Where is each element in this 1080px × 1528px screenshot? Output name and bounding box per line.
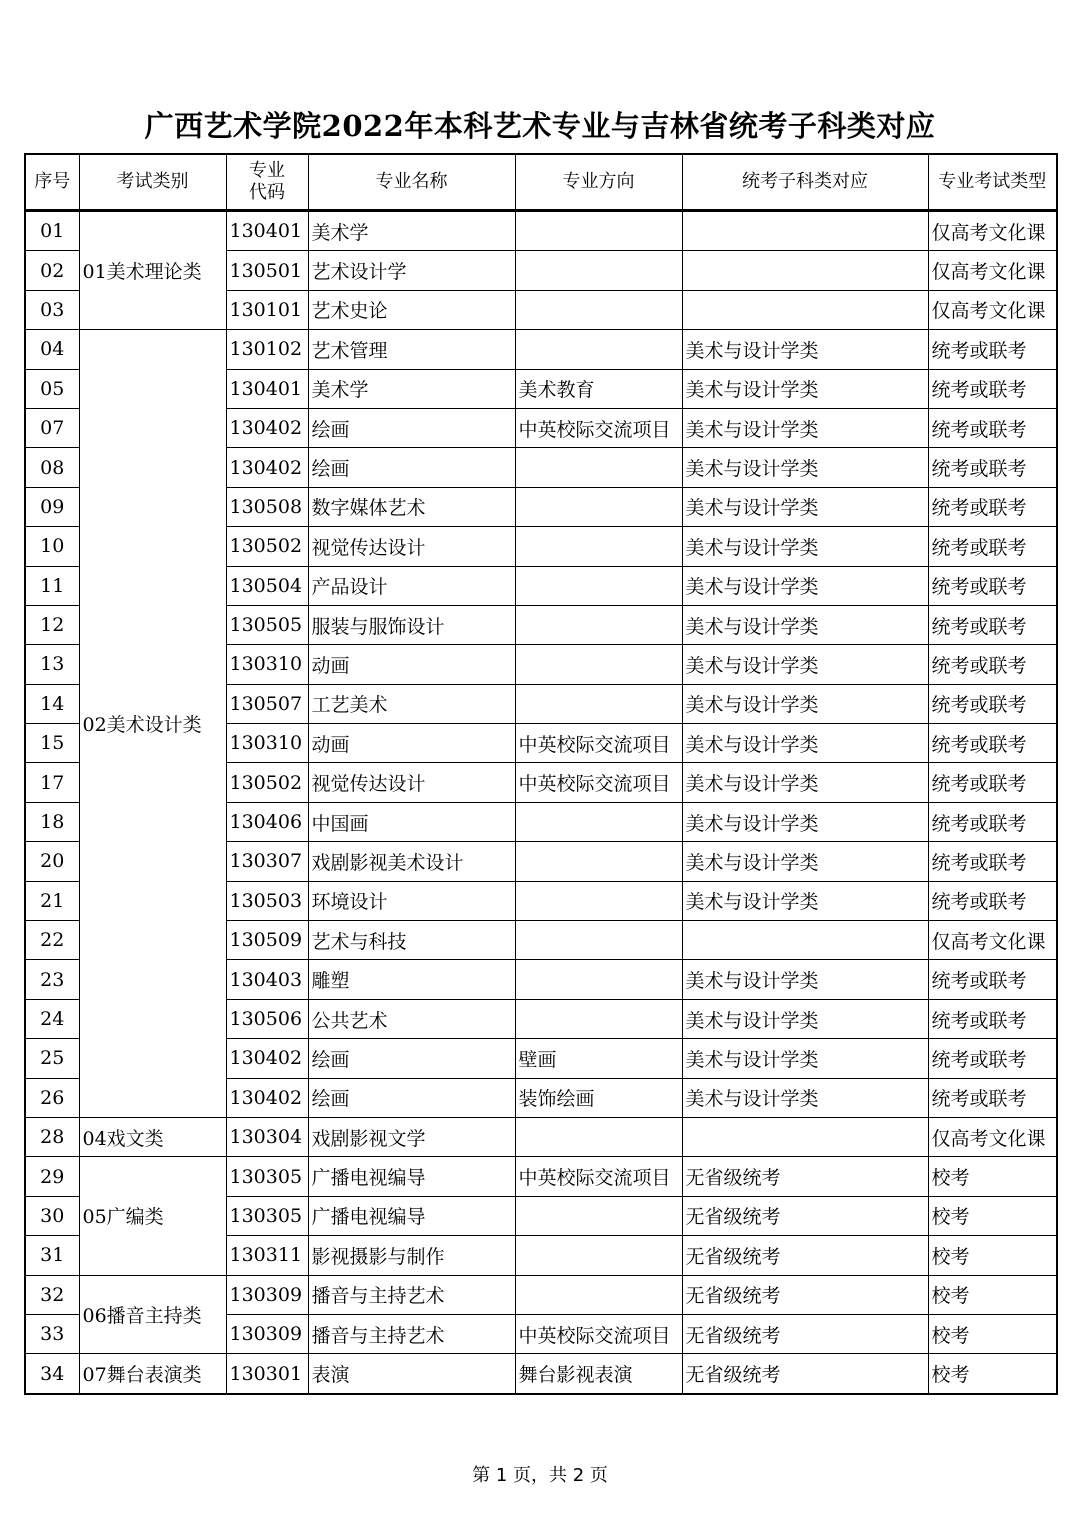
cell-seq: 11 <box>25 566 79 605</box>
cell-code: 130402 <box>226 1039 308 1078</box>
cell-name: 艺术史论 <box>308 290 515 329</box>
cell-direction <box>515 645 682 684</box>
cell-subject: 美术与设计学类 <box>682 881 928 920</box>
cell-direction <box>515 1196 682 1235</box>
cell-type: 统考或联考 <box>928 605 1057 644</box>
cell-seq: 02 <box>25 251 79 290</box>
cell-direction: 中英校际交流项目 <box>515 724 682 763</box>
cell-seq: 12 <box>25 605 79 644</box>
cell-name: 雕塑 <box>308 960 515 999</box>
cell-seq: 10 <box>25 527 79 566</box>
table-row <box>25 211 1057 251</box>
cell-name: 播音与主持艺术 <box>308 1314 515 1353</box>
cell-code: 130101 <box>226 290 308 329</box>
cell-direction <box>515 842 682 881</box>
cell-subject <box>682 251 928 290</box>
cell-name: 产品设计 <box>308 566 515 605</box>
cell-code: 130401 <box>226 369 308 408</box>
cell-subject <box>682 921 928 960</box>
cell-type: 仅高考文化课 <box>928 251 1057 290</box>
cell-name: 服装与服饰设计 <box>308 605 515 644</box>
cell-seq: 07 <box>25 408 79 447</box>
cell-direction <box>515 1236 682 1275</box>
cell-name: 影视摄影与制作 <box>308 1236 515 1275</box>
cell-seq: 21 <box>25 881 79 920</box>
cell-seq: 01 <box>25 211 79 251</box>
cell-type: 统考或联考 <box>928 1078 1057 1117</box>
header-direction: 专业方向 <box>515 154 682 211</box>
cell-subject: 无省级统考 <box>682 1196 928 1235</box>
cell-direction <box>515 921 682 960</box>
header-subject: 统考子科类对应 <box>682 154 928 211</box>
header-row <box>25 154 1057 211</box>
cell-seq: 31 <box>25 1236 79 1275</box>
cell-direction: 中英校际交流项目 <box>515 1157 682 1196</box>
cell-type: 统考或联考 <box>928 763 1057 802</box>
cell-seq: 17 <box>25 763 79 802</box>
cell-type: 仅高考文化课 <box>928 211 1057 251</box>
cell-name: 广播电视编导 <box>308 1157 515 1196</box>
cell-type: 统考或联考 <box>928 330 1057 369</box>
cell-subject: 美术与设计学类 <box>682 763 928 802</box>
cell-subject: 美术与设计学类 <box>682 684 928 723</box>
cell-code: 130506 <box>226 999 308 1038</box>
cell-seq: 29 <box>25 1157 79 1196</box>
cell-direction <box>515 330 682 369</box>
cell-direction <box>515 881 682 920</box>
cell-type: 校考 <box>928 1236 1057 1275</box>
cell-seq: 26 <box>25 1078 79 1117</box>
header-seq: 序号 <box>25 154 79 211</box>
cell-direction: 美术教育 <box>515 369 682 408</box>
cell-type: 统考或联考 <box>928 802 1057 841</box>
cell-type: 仅高考文化课 <box>928 921 1057 960</box>
header-code-line2: 代码 <box>249 182 285 203</box>
cell-direction <box>515 1117 682 1156</box>
cell-code: 130301 <box>226 1354 308 1394</box>
cell-name: 戏剧影视文学 <box>308 1117 515 1156</box>
cell-type: 统考或联考 <box>928 842 1057 881</box>
cell-type: 仅高考文化课 <box>928 1117 1057 1156</box>
header-type: 专业考试类型 <box>928 154 1057 211</box>
table-body <box>25 211 1057 1394</box>
cell-name: 表演 <box>308 1354 515 1394</box>
cell-subject: 无省级统考 <box>682 1354 928 1394</box>
cell-name: 绘画 <box>308 1078 515 1117</box>
cell-name: 播音与主持艺术 <box>308 1275 515 1314</box>
cell-type: 仅高考文化课 <box>928 290 1057 329</box>
cell-seq: 20 <box>25 842 79 881</box>
cell-subject: 无省级统考 <box>682 1157 928 1196</box>
cell-name: 艺术与科技 <box>308 921 515 960</box>
cell-direction <box>515 290 682 329</box>
cell-type: 校考 <box>928 1354 1057 1394</box>
cell-code: 130402 <box>226 408 308 447</box>
cell-type: 校考 <box>928 1196 1057 1235</box>
cell-subject: 无省级统考 <box>682 1236 928 1275</box>
document-title: 广西艺术学院2022年本科艺术专业与吉林省统考子科类对应 <box>144 109 936 143</box>
cell-subject: 美术与设计学类 <box>682 369 928 408</box>
cell-direction <box>515 566 682 605</box>
cell-seq: 14 <box>25 684 79 723</box>
page-footer: 第 1 页，共 2 页 <box>472 1465 608 1486</box>
cell-code: 130509 <box>226 921 308 960</box>
cell-code: 130402 <box>226 1078 308 1117</box>
cell-seq: 28 <box>25 1117 79 1156</box>
cell-subject: 美术与设计学类 <box>682 802 928 841</box>
header-code <box>226 154 308 211</box>
cell-code: 130402 <box>226 448 308 487</box>
cell-subject: 美术与设计学类 <box>682 487 928 526</box>
cell-seq: 23 <box>25 960 79 999</box>
cell-seq: 15 <box>25 724 79 763</box>
cell-code: 130507 <box>226 684 308 723</box>
cell-direction: 舞台影视表演 <box>515 1354 682 1394</box>
cell-subject: 美术与设计学类 <box>682 408 928 447</box>
table-row <box>25 1275 1057 1314</box>
cell-subject: 美术与设计学类 <box>682 842 928 881</box>
cell-subject <box>682 290 928 329</box>
majors-table <box>24 153 1058 1395</box>
cell-code: 130309 <box>226 1275 308 1314</box>
cell-name: 广播电视编导 <box>308 1196 515 1235</box>
cell-seq: 08 <box>25 448 79 487</box>
cell-type: 统考或联考 <box>928 369 1057 408</box>
cell-name: 艺术管理 <box>308 330 515 369</box>
cell-code: 130504 <box>226 566 308 605</box>
cell-subject: 美术与设计学类 <box>682 448 928 487</box>
table-row <box>25 1117 1057 1156</box>
cell-direction <box>515 211 682 251</box>
cell-code: 130304 <box>226 1117 308 1156</box>
cell-type: 统考或联考 <box>928 999 1057 1038</box>
cell-seq: 32 <box>25 1275 79 1314</box>
cell-name: 视觉传达设计 <box>308 763 515 802</box>
cell-subject: 无省级统考 <box>682 1275 928 1314</box>
header-code-line1: 专业 <box>249 160 285 181</box>
cell-seq: 09 <box>25 487 79 526</box>
cell-category: 05广编类 <box>79 1157 226 1275</box>
cell-code: 130501 <box>226 251 308 290</box>
cell-code: 130508 <box>226 487 308 526</box>
cell-code: 130305 <box>226 1157 308 1196</box>
cell-direction: 中英校际交流项目 <box>515 763 682 802</box>
cell-direction <box>515 448 682 487</box>
cell-direction <box>515 1275 682 1314</box>
cell-subject: 美术与设计学类 <box>682 645 928 684</box>
cell-code: 130403 <box>226 960 308 999</box>
cell-seq: 22 <box>25 921 79 960</box>
cell-type: 统考或联考 <box>928 566 1057 605</box>
cell-seq: 18 <box>25 802 79 841</box>
cell-code: 130406 <box>226 802 308 841</box>
cell-name: 绘画 <box>308 408 515 447</box>
cell-seq: 24 <box>25 999 79 1038</box>
cell-direction <box>515 605 682 644</box>
cell-type: 统考或联考 <box>928 448 1057 487</box>
cell-code: 130309 <box>226 1314 308 1353</box>
cell-seq: 05 <box>25 369 79 408</box>
cell-seq: 33 <box>25 1314 79 1353</box>
cell-code: 130502 <box>226 763 308 802</box>
cell-category: 06播音主持类 <box>79 1275 226 1354</box>
cell-name: 美术学 <box>308 211 515 251</box>
cell-name: 艺术设计学 <box>308 251 515 290</box>
cell-direction <box>515 802 682 841</box>
cell-seq: 03 <box>25 290 79 329</box>
cell-type: 统考或联考 <box>928 724 1057 763</box>
cell-type: 统考或联考 <box>928 1039 1057 1078</box>
cell-type: 统考或联考 <box>928 960 1057 999</box>
cell-subject <box>682 211 928 251</box>
cell-subject: 美术与设计学类 <box>682 527 928 566</box>
cell-name: 动画 <box>308 724 515 763</box>
cell-direction <box>515 527 682 566</box>
cell-type: 统考或联考 <box>928 487 1057 526</box>
cell-direction: 装饰绘画 <box>515 1078 682 1117</box>
table-row <box>25 1354 1057 1394</box>
cell-type: 统考或联考 <box>928 527 1057 566</box>
cell-direction <box>515 251 682 290</box>
cell-category: 01美术理论类 <box>79 211 226 330</box>
table-row <box>25 1157 1057 1196</box>
cell-type: 校考 <box>928 1314 1057 1353</box>
cell-name: 绘画 <box>308 1039 515 1078</box>
cell-direction <box>515 999 682 1038</box>
cell-type: 统考或联考 <box>928 645 1057 684</box>
cell-code: 130503 <box>226 881 308 920</box>
cell-subject: 无省级统考 <box>682 1314 928 1353</box>
cell-name: 美术学 <box>308 369 515 408</box>
cell-direction <box>515 684 682 723</box>
cell-subject: 美术与设计学类 <box>682 1039 928 1078</box>
cell-code: 130305 <box>226 1196 308 1235</box>
cell-name: 数字媒体艺术 <box>308 487 515 526</box>
cell-subject: 美术与设计学类 <box>682 999 928 1038</box>
cell-subject: 美术与设计学类 <box>682 566 928 605</box>
cell-direction <box>515 487 682 526</box>
cell-category: 07舞台表演类 <box>79 1354 226 1394</box>
cell-seq: 30 <box>25 1196 79 1235</box>
cell-category: 02美术设计类 <box>79 330 226 1118</box>
cell-code: 130311 <box>226 1236 308 1275</box>
cell-code: 130102 <box>226 330 308 369</box>
cell-seq: 34 <box>25 1354 79 1394</box>
cell-subject: 美术与设计学类 <box>682 1078 928 1117</box>
cell-direction <box>515 960 682 999</box>
cell-code: 130502 <box>226 527 308 566</box>
cell-type: 校考 <box>928 1157 1057 1196</box>
cell-name: 公共艺术 <box>308 999 515 1038</box>
cell-subject: 美术与设计学类 <box>682 330 928 369</box>
cell-subject: 美术与设计学类 <box>682 960 928 999</box>
cell-seq: 04 <box>25 330 79 369</box>
cell-name: 戏剧影视美术设计 <box>308 842 515 881</box>
cell-direction: 中英校际交流项目 <box>515 408 682 447</box>
header-category: 考试类别 <box>79 154 226 211</box>
cell-subject <box>682 1117 928 1156</box>
cell-name: 工艺美术 <box>308 684 515 723</box>
cell-category: 04戏文类 <box>79 1117 226 1156</box>
cell-subject: 美术与设计学类 <box>682 605 928 644</box>
header-name: 专业名称 <box>308 154 515 211</box>
cell-name: 视觉传达设计 <box>308 527 515 566</box>
cell-code: 130401 <box>226 211 308 251</box>
cell-code: 130505 <box>226 605 308 644</box>
cell-direction: 壁画 <box>515 1039 682 1078</box>
cell-code: 130310 <box>226 645 308 684</box>
cell-name: 动画 <box>308 645 515 684</box>
cell-code: 130310 <box>226 724 308 763</box>
cell-type: 统考或联考 <box>928 881 1057 920</box>
cell-code: 130307 <box>226 842 308 881</box>
cell-seq: 25 <box>25 1039 79 1078</box>
cell-seq: 13 <box>25 645 79 684</box>
cell-direction: 中英校际交流项目 <box>515 1314 682 1353</box>
cell-name: 中国画 <box>308 802 515 841</box>
cell-subject: 美术与设计学类 <box>682 724 928 763</box>
cell-name: 环境设计 <box>308 881 515 920</box>
cell-type: 统考或联考 <box>928 408 1057 447</box>
table-row <box>25 330 1057 369</box>
cell-type: 统考或联考 <box>928 684 1057 723</box>
cell-name: 绘画 <box>308 448 515 487</box>
cell-type: 校考 <box>928 1275 1057 1314</box>
